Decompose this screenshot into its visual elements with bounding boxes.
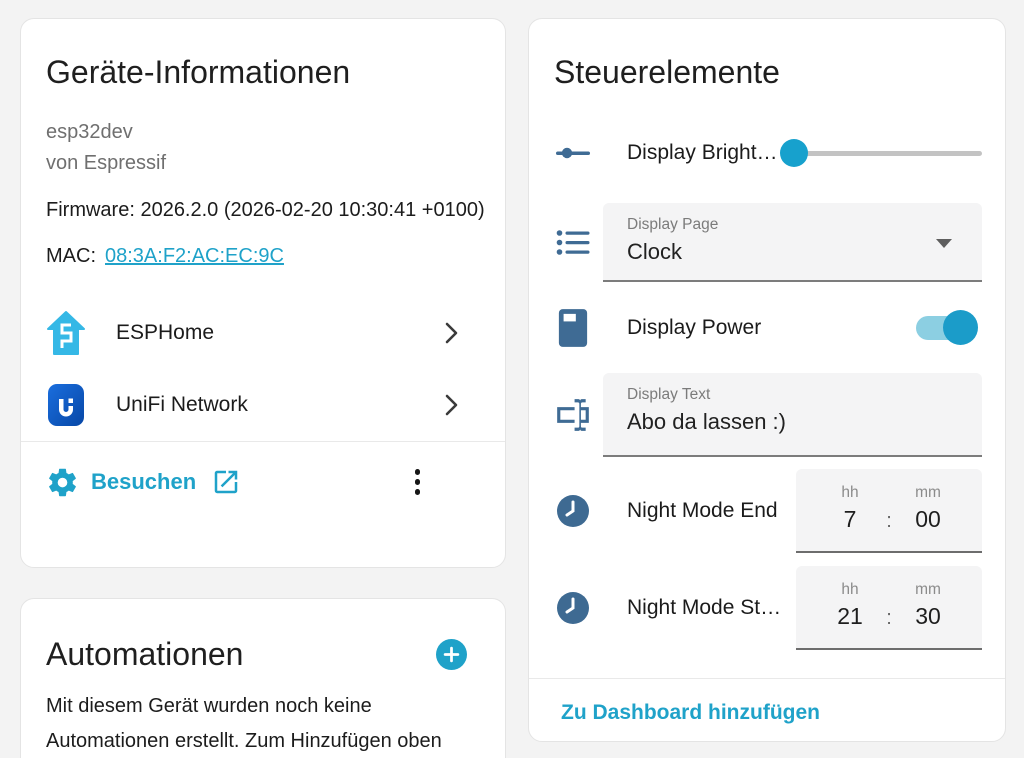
clock-icon — [554, 494, 592, 528]
hours-value[interactable]: 21 — [837, 603, 863, 629]
display-power-row — [554, 304, 982, 352]
hours-unit-label: hh — [841, 484, 859, 501]
device-name: esp32dev — [46, 121, 133, 143]
automations-header — [46, 635, 480, 673]
add-to-dashboard-link[interactable]: Zu Dashboard hinzufügen — [561, 700, 820, 724]
dropdown-caret-icon[interactable] — [936, 239, 952, 248]
brightness-slider[interactable] — [780, 138, 982, 168]
night-mode-end-time-input[interactable] — [796, 469, 982, 553]
chevron-right-icon[interactable] — [444, 393, 459, 417]
text-input-value: Abo da lassen :) — [627, 409, 786, 434]
hours-unit-label: hh — [841, 581, 859, 598]
unifi-logo-icon — [46, 384, 86, 426]
night-mode-start-row — [554, 566, 982, 650]
open-in-new-icon[interactable] — [211, 467, 241, 497]
display-page-select[interactable] — [603, 203, 982, 282]
mac-address-link[interactable]: 08:3A:F2:AC:EC:9C — [105, 245, 284, 267]
integration-label: ESPHome — [116, 321, 215, 344]
integration-label: UniFi Network — [116, 393, 248, 416]
esphome-house-icon — [46, 310, 86, 356]
hours-value[interactable]: 7 — [843, 506, 857, 532]
select-label: Display Page — [627, 216, 719, 233]
minutes-unit-label: mm — [915, 581, 941, 598]
night-mode-end-label: Night Mode End — [627, 499, 778, 522]
display-text-input[interactable] — [603, 373, 982, 457]
device-firmware: Firmware: 2026.2.0 (2026-02-20 10:30:41 +0100) — [46, 199, 485, 221]
automations-empty-text: Mit diesem Gerät wurden noch keine Automationen erstellt. Zum Hinzufügen oben — [46, 695, 442, 752]
brightness-label: Display Bright… — [627, 141, 778, 164]
brightness-row — [554, 133, 982, 173]
night-mode-start-label: Night Mode St… — [627, 596, 782, 619]
plus-icon — [443, 646, 460, 663]
automations-card — [20, 598, 506, 758]
device-card-title: Geräte-Informationen — [46, 54, 351, 90]
dots-vertical-menu-icon[interactable] — [411, 465, 425, 499]
slider-track[interactable] — [792, 151, 982, 156]
night-mode-end-row — [554, 469, 982, 553]
slider-thumb[interactable] — [780, 139, 808, 167]
display-text-row — [554, 373, 982, 457]
device-info-card — [20, 18, 506, 568]
minutes-field[interactable] — [897, 484, 959, 551]
hours-field[interactable] — [819, 581, 881, 648]
integration-row-unifi[interactable] — [46, 378, 505, 432]
minutes-field[interactable] — [897, 581, 959, 648]
clock-icon — [554, 591, 592, 625]
controls-card — [528, 18, 1006, 742]
gear-icon — [46, 466, 79, 499]
visit-link[interactable]: Besuchen — [91, 469, 197, 494]
device-mac-row — [46, 245, 480, 268]
time-separator: : — [886, 607, 892, 629]
add-automation-button[interactable] — [436, 639, 467, 670]
chevron-right-icon[interactable] — [444, 321, 459, 345]
device-manufacturer: von Espressif — [46, 152, 167, 174]
mac-label: MAC: — [46, 245, 96, 267]
controls-card-title: Steuerelemente — [554, 54, 780, 90]
device-subtitle — [46, 117, 480, 179]
night-mode-start-time-input[interactable] — [796, 566, 982, 650]
text-input-label: Display Text — [627, 386, 711, 403]
display-tablet-icon — [554, 307, 592, 349]
display-power-label: Display Power — [627, 316, 762, 339]
form-textbox-icon — [554, 396, 592, 434]
device-card-footer — [46, 442, 480, 522]
toggle-thumb[interactable] — [943, 310, 978, 345]
controls-card-footer — [561, 679, 1005, 746]
display-power-toggle[interactable] — [916, 315, 978, 341]
hours-field[interactable] — [819, 484, 881, 551]
minutes-value[interactable]: 00 — [915, 506, 941, 532]
display-page-row — [554, 203, 982, 282]
time-separator: : — [886, 510, 892, 532]
slider-horizontal-icon — [554, 143, 592, 163]
list-bulleted-icon — [554, 228, 592, 258]
select-value: Clock — [627, 239, 683, 264]
integration-row-esphome[interactable] — [46, 306, 505, 360]
minutes-value[interactable]: 30 — [915, 603, 941, 629]
automations-card-title: Automationen — [46, 636, 244, 672]
minutes-unit-label: mm — [915, 484, 941, 501]
